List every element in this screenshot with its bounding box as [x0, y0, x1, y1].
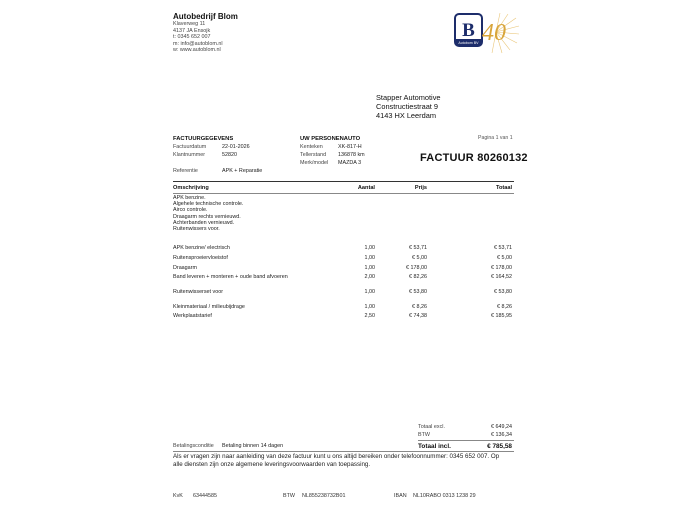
- note-line: Achterbanden vernieuwd.: [173, 219, 235, 226]
- company-city: 4137 JA Ensojk: [173, 27, 211, 34]
- footer-note-line: Als er vragen zijn naar aanleiding van deze factuur kunt u ons altijd bereiken onder telefoonnummer: 0345 652 007. Op: [173, 453, 500, 460]
- note-line: Ruitenwissers voor.: [173, 226, 220, 233]
- row-qty: 2,50: [364, 313, 375, 319]
- row-price: € 53,71: [409, 245, 427, 251]
- car-info-title: UW PERSONENAUTO: [300, 136, 361, 142]
- reference-label: Referentie: [173, 168, 198, 174]
- row-description: Ruitensproeiervloeistof: [173, 255, 228, 261]
- svg-text:Autobom BV: Autobom BV: [458, 40, 479, 45]
- recipient-street: Constructiestraat 9: [376, 101, 439, 111]
- row-total: € 5,00: [497, 255, 512, 261]
- btw-number-value: NL855238732B01: [302, 493, 346, 499]
- row-price: € 53,80: [409, 289, 427, 295]
- row-price: € 178,00: [406, 265, 427, 271]
- reference-value: APK + Reparatie: [222, 168, 263, 174]
- invoice-date-label: Factuurdatum: [173, 144, 207, 150]
- company-website: w: www.autoblom.nl: [173, 47, 221, 54]
- note-line: Algehele technische controle.: [173, 201, 244, 208]
- company-phone: t: 0345 652 007: [173, 34, 211, 41]
- recipient-name: Stapper Automotive: [376, 93, 441, 102]
- recipient-city: 4143 HX Leerdam: [376, 110, 436, 120]
- subtotal-value: € 649,24: [491, 424, 512, 430]
- license-plate-value: XK-817-H: [338, 144, 362, 150]
- row-description: APK benzine/ electrisch: [173, 245, 230, 251]
- row-qty: 1,00: [364, 245, 375, 251]
- grand-total-label: Totaal incl.: [418, 443, 451, 450]
- odometer-value: 136878 km: [338, 152, 365, 158]
- vat-value: € 136,34: [491, 432, 512, 438]
- row-qty: 1,00: [364, 304, 375, 310]
- payment-terms-label: Betalingsconditie: [173, 443, 214, 449]
- row-qty: 1,00: [364, 289, 375, 295]
- row-total: € 8,26: [497, 304, 512, 310]
- make-model-label: Merk/model: [300, 160, 329, 166]
- company-address: [173, 21, 223, 54]
- odometer-label: Tellerstand: [300, 152, 327, 158]
- recipient-address: [376, 94, 441, 120]
- row-total: € 178,00: [491, 265, 512, 271]
- row-price: € 82,26: [409, 274, 427, 280]
- subtotal-label: Totaal excl.: [418, 424, 445, 430]
- kvk-value: 63444585: [193, 493, 217, 499]
- invoice-date-value: 22-01-2026: [222, 144, 250, 150]
- note-line: Draagarm rechts vernieuwd.: [173, 213, 241, 220]
- page-number: Pagina 1 van 1: [478, 135, 513, 141]
- row-total: € 185,95: [491, 313, 512, 319]
- company-logo: [452, 12, 520, 54]
- payment-terms-value: Betaling binnen 14 dagen: [222, 443, 284, 449]
- vat-label: BTW: [418, 432, 430, 438]
- row-total: € 53,71: [494, 245, 512, 251]
- row-price: € 5,00: [412, 255, 427, 261]
- btw-number-label: BTW: [283, 493, 295, 499]
- company-email: m: info@autoblom.nl: [173, 40, 223, 47]
- customer-number-label: Klantnummer: [173, 152, 206, 158]
- note-line: APK benzine.: [173, 195, 206, 201]
- row-description: Ruitenwisserset voor: [173, 289, 224, 295]
- footer-divider: [173, 451, 514, 452]
- row-qty: 1,00: [364, 255, 375, 261]
- row-description: Draagarm: [173, 265, 197, 271]
- company-street: Klaverweg 11: [173, 21, 206, 27]
- work-notes: [173, 195, 243, 232]
- col-header-qty: Aantal: [357, 185, 375, 191]
- col-header-total: Totaal: [495, 185, 512, 191]
- note-line: Airco controle.: [173, 207, 208, 214]
- invoice-title: FACTUUR 80260132: [420, 152, 528, 164]
- table-header-divider: [173, 193, 514, 194]
- license-plate-label: Kenteken: [300, 144, 323, 150]
- footer-note-line: alle diensten zijn onze algemene leveringsvoorwaarden van toepassing.: [173, 460, 371, 468]
- row-price: € 8,26: [412, 304, 427, 310]
- table-top-divider: [173, 181, 514, 182]
- totals-divider: [418, 440, 514, 441]
- row-description: Werkplaatstarief: [173, 313, 212, 319]
- col-header-price: Prijs: [414, 185, 427, 191]
- row-qty: 2,00: [364, 274, 375, 280]
- svg-text:B: B: [462, 20, 475, 41]
- grand-total-value: € 785,58: [487, 443, 512, 450]
- company-name: Autobedrijf Blom: [173, 12, 238, 21]
- iban-value: NL10RABO 0313 1238 29: [413, 493, 476, 499]
- logo-mark-icon: [452, 12, 520, 54]
- iban-label: IBAN: [394, 493, 407, 499]
- footer-note: [173, 453, 499, 468]
- row-description: Band leveren + monteren + oude band afvoeren: [173, 274, 288, 280]
- row-total: € 53,80: [494, 289, 512, 295]
- row-price: € 74,38: [409, 313, 427, 319]
- customer-number-value: 52820: [222, 152, 237, 158]
- invoice-info-title: FACTUURGEGEVENS: [173, 136, 234, 142]
- make-model-value: MAZDA 3: [338, 160, 362, 166]
- row-description: Kleinmateriaal / milieubijdrage: [173, 304, 245, 310]
- kvk-label: KvK: [173, 493, 183, 499]
- row-total: € 164,52: [491, 274, 512, 280]
- row-qty: 1,00: [364, 265, 375, 271]
- svg-text:40: 40: [482, 20, 506, 46]
- col-header-description: Omschrijving: [173, 185, 209, 191]
